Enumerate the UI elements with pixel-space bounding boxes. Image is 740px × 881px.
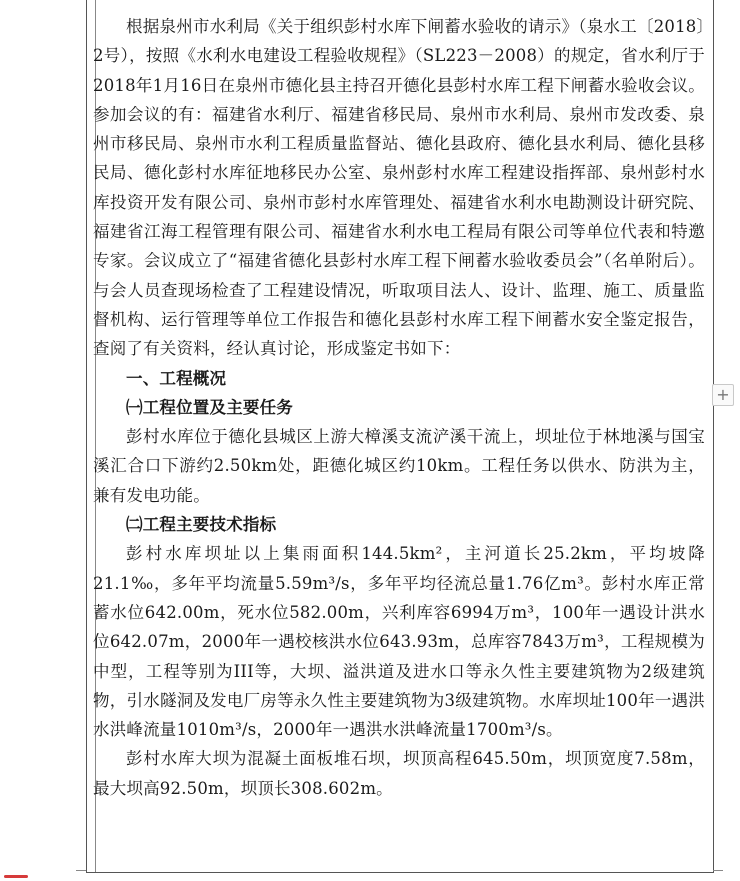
page-corner-mark-left (76, 870, 86, 871)
section-heading-overview: 一、工程概况 (126, 368, 227, 388)
page-corner-mark-right (713, 870, 723, 871)
dam-paragraph: 彭村水库大坝为混凝土面板堆石坝，坝顶高程645.50m，坝顶宽度7.58m，最大坝高92.50m，坝顶长308.602m。 (93, 749, 705, 798)
location-paragraph: 彭村水库位于德化县城区上游大樟溪支流浐溪干流上，坝址位于林地溪与国宝溪汇合口下游约2.50km处，距德化城区约10km。工程任务以供水、防洪为主，兼有发电功能。 (93, 427, 705, 505)
red-marker-icon (4, 875, 28, 878)
document-body (93, 12, 705, 803)
indicators-paragraph: 彭村水库坝址以上集雨面积144.5km²，主河道长25.2km，平均坡降21.1‰，多年平均流量5.59m³/s，多年平均径流总量1.76亿m³。彭村水库正常蓄水位642.00m，死水位582.00m，兴利库容6994万m³，100年一遇设计洪水位642.07m，2000年一遇校核洪水位643.93m，总库容7843万m³，工程规模为中型，工程等别为III等，大坝、溢洪道及进水口等永久性主要建筑物为2级建筑物，引水隧洞及发电厂房等永久性主要建筑物为3级建筑物。水库坝址100年一遇洪水洪峰流量1010m³/s，2000年一遇洪水洪峰流量1700m³/s。 (93, 544, 705, 740)
intro-paragraph: 根据泉州市水利局《关于组织彭村水库下闸蓄水验收的请示》（泉水工〔2018〕2号），按照《水利水电建设工程验收规程》（SL223－2008）的规定，省水利厅于2018年1月16日在泉州市德化县主持召开德化县彭村水库工程下闸蓄水验收会议。参加会议的有：福建省水利厅、福建省移民局、泉州市水利局、泉州市发改委、泉州市移民局、泉州市水利工程质量监督站、德化县政府、德化县水利局、德化县移民局、德化彭村水库征地移民办公室、泉州彭村水库工程建设指挥部、泉州彭村水库投资开发有限公司、泉州市彭村水库管理处、福建省水利水电勘测设计研究院、福建省江海工程管理有限公司、福建省水利水电工程局有限公司等单位代表和特邀专家。会议成立了“福建省德化县彭村水库工程下闸蓄水验收委员会”（名单附后）。与会人员查现场检查了工程建设情况，听取项目法人、设计、监理、施工、质量监督机构、运行管理等单位工作报告和德化县彭村水库工程下闸蓄水安全鉴定报告，查阅了有关资料，经认真讨论，形成鉴定书如下： (93, 17, 705, 359)
subsection-heading-location: ㈠工程位置及主要任务 (126, 397, 293, 417)
expand-plus-icon[interactable]: + (712, 384, 734, 406)
document-page (86, 0, 714, 873)
subsection-heading-indicators: ㈡工程主要技术指标 (126, 515, 277, 535)
